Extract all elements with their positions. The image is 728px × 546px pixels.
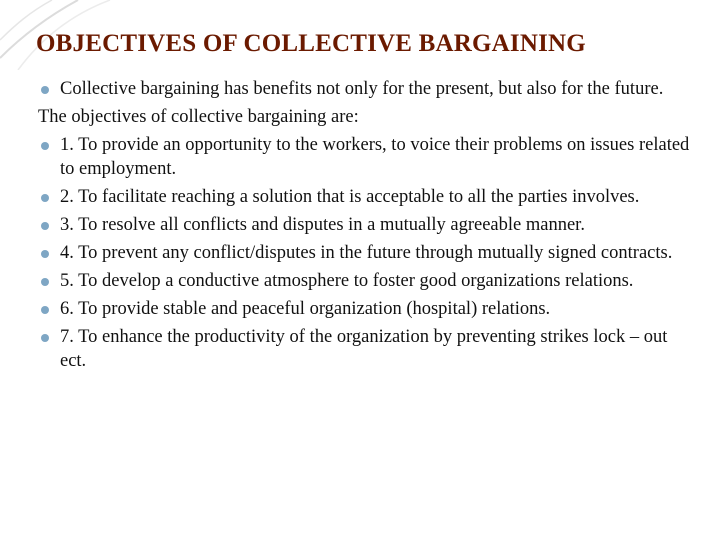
item-text: The objectives of collective bargaining are: [38,107,359,127]
list-item [38,241,698,265]
item-text: 1. To provide an opportunity to the workers, to voice their problems on issues related to employment. [60,135,690,179]
slide-body [38,77,698,377]
slide-title: OBJECTIVES OF COLLECTIVE BARGAINING [36,30,586,57]
item-text: 2. To facilitate reaching a solution that is acceptable to all the parties involves. [60,187,640,207]
bullet-icon [41,142,49,150]
item-text: 3. To resolve all conflicts and disputes in a mutually agreeable manner. [60,215,585,235]
list-intro [38,105,698,129]
bullet-icon [41,194,49,202]
list-item [38,325,698,373]
item-text: 6. To provide stable and peaceful organization (hospital) relations. [60,299,551,319]
item-text: Collective bargaining has benefits not only for the present, but also for the future. [60,79,664,99]
list-item [38,185,698,209]
list-item [38,133,698,181]
bullet-icon [41,306,49,314]
item-text: 7. To enhance the productivity of the organization by preventing strikes lock – out ect. [60,327,668,371]
item-text: 4. To prevent any conflict/disputes in the future through mutually signed contracts. [60,243,673,263]
list-item [38,297,698,321]
bullet-icon [41,278,49,286]
item-text: 5. To develop a conductive atmosphere to foster good organizations relations. [60,271,634,291]
bullet-icon [41,86,49,94]
list-item [38,77,698,101]
list-item [38,213,698,237]
bullet-icon [41,222,49,230]
list-item [38,269,698,293]
bullet-icon [41,334,49,342]
bullet-icon [41,250,49,258]
